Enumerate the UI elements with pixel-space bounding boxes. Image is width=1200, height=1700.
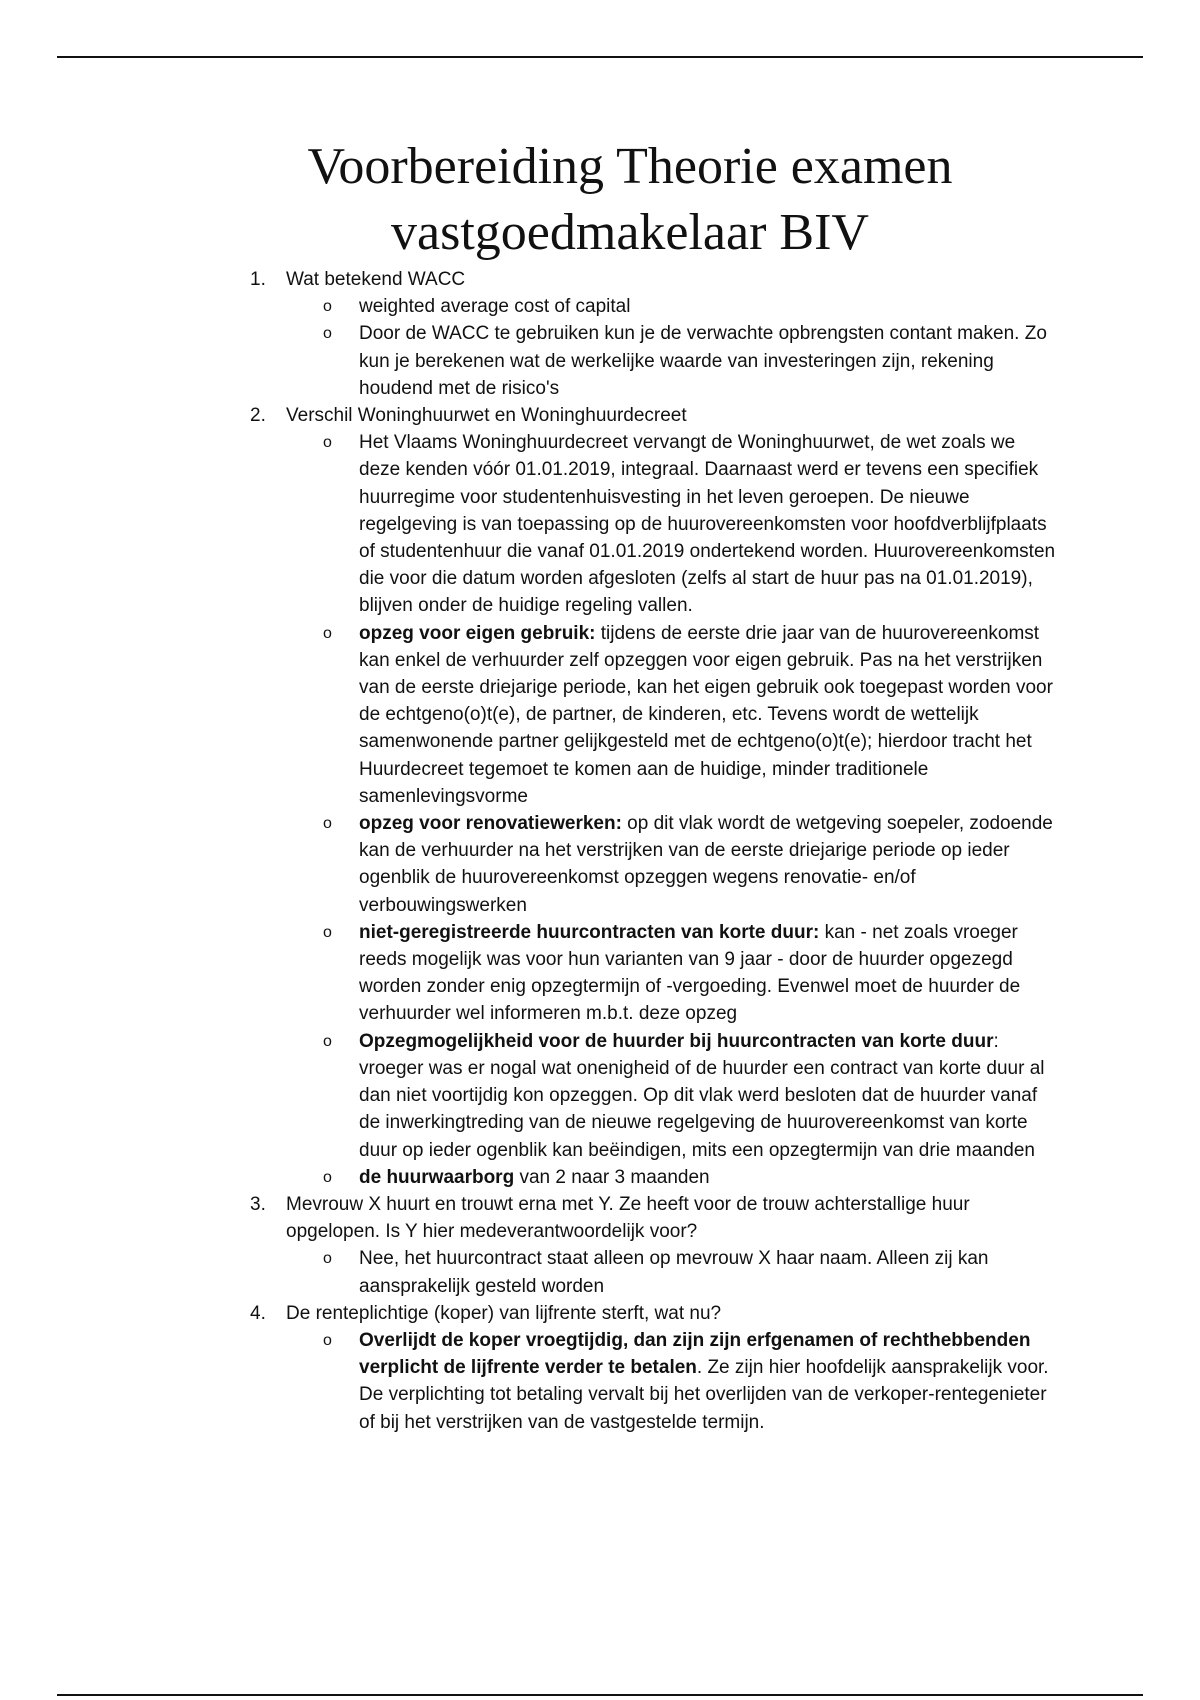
answer-text: Nee, het huurcontract staat alleen op mevrouw X haar naam. Alleen zij kan aansprakelijk gesteld worden (359, 1248, 989, 1297)
answer-item (323, 1028, 1060, 1164)
title-line-2: vastgoedmakelaar BIV (391, 204, 869, 261)
answer-list (286, 1327, 1060, 1436)
answer-bold-text: opzeg voor eigen gebruik: (359, 622, 596, 644)
answer-text: van 2 naar 3 maanden (514, 1166, 710, 1188)
answer-text: tijdens de eerste drie jaar van de huurovereenkomst kan enkel de verhuurder zelf opzeggen voor eigen gebruik. Pas na het verstrijken van de eerste driejarige periode, kan het eigen gebruik ook toegepast worden voor de echtgeno(o)t(e), de partner, de kinderen, etc. Tevens wordt de wettelijk samenwonende partner gelijkgesteld met de echtgeno(o)t(e); hierdoor tracht het Huurdecreet tegemoet te komen aan de huidige, minder traditionele samenlevingsvorme (359, 622, 1053, 807)
answer-bold-text: Opzegmogelijkheid voor de huurder bij huurcontracten van korte duur (359, 1030, 994, 1052)
question-list (250, 266, 1060, 1436)
answer-bold-text: opzeg voor renovatiewerken: (359, 813, 622, 835)
circle-bullet-icon: o (323, 325, 332, 343)
answer-text: kan - net zoals vroeger reeds mogelijk was voor hun varianten van 9 jaar - door de huurder opgezegd worden zonder enig opzegtermijn of -vergoeding. Evenwel moet de huurder de verhuurder wel informeren m.b.t. deze opzeg (359, 921, 1021, 1025)
answer-item (323, 1164, 1060, 1191)
answer-text: Door de WACC te gebruiken kun je de verwachte opbrengsten contant maken. Zo kun je berekenen wat de werkelijke waarde van investeringen zijn, rekening houdend met de risico's (359, 323, 1047, 399)
circle-bullet-icon: o (323, 923, 332, 941)
answer-bold-text: Overlijdt de koper vroegtijdig, dan zijn zijn erfgenamen of rechthebbenden verplicht de lijfrente verder te betalen (359, 1329, 1031, 1379)
document-page (0, 134, 1200, 1433)
circle-bullet-icon: o (323, 1032, 332, 1050)
question-item (250, 1300, 1060, 1436)
answer-item (323, 810, 1060, 919)
answer-item (323, 1327, 1060, 1436)
answer-item (323, 919, 1060, 1028)
circle-bullet-icon: o (323, 434, 332, 452)
title-line-1: Voorbereiding Theorie examen (307, 138, 953, 195)
question-text: De renteplichtige (koper) van lijfrente sterft, wat nu? (286, 1302, 722, 1324)
answer-item (323, 429, 1060, 619)
circle-bullet-icon: o (323, 1250, 332, 1268)
question-number: 2. (250, 405, 266, 427)
question-text: Verschil Woninghuurwet en Woninghuurdecreet (286, 405, 687, 427)
question-text: Mevrouw X huurt en trouwt erna met Y. Ze heeft voor de trouw achterstallige huur opgelopen. Is Y hier medeverantwoordelijk voor? (286, 1193, 970, 1243)
answer-item (323, 620, 1060, 810)
answer-text: : vroeger was er nogal wat onenigheid of de huurder een contract van korte duur al dan niet voortijdig kon opzeggen. Op dit vlak werd besloten dat de huurder vanaf de inwerkingtreding van de nieuwe regelgeving de huurovereenkomst van korte duur op ieder ogenblik kan beëindigen, mits een opzegtermijn van drie maanden (359, 1030, 1045, 1161)
answer-text: . Ze zijn hier hoofdelijk aansprakelijk voor. De verplichting tot betaling vervalt bij het overlijden van de verkoper-rentegenieter of bij het verstrijken van de vastgestelde termijn. (359, 1357, 1049, 1433)
question-number: 3. (250, 1193, 266, 1215)
answer-item (323, 1245, 1060, 1299)
circle-bullet-icon: o (323, 624, 332, 642)
circle-bullet-icon: o (323, 1331, 332, 1349)
circle-bullet-icon: o (323, 298, 332, 316)
bottom-rule (57, 1694, 1143, 1696)
circle-bullet-icon: o (323, 815, 332, 833)
answer-item (323, 320, 1060, 402)
document-title (0, 134, 1200, 266)
answer-text: Het Vlaams Woninghuurdecreet vervangt de Woninghuurwet, de wet zoals we deze kenden vóór 01.01.2019, integraal. Daarnaast werd er tevens een specifiek huurregime voor studentenhuisvesting in het leven geroepen. De nieuwe regelgeving is van toepassing op de huurovereenkomsten voor hoofdverblijfplaats of studentenhuur die vanaf 01.01.2019 ondertekend worden. Huurovereenkomsten die voor die datum worden afgesloten (zelfs al start de huur pas na 01.01.2019), blijven onder de huidige regeling vallen. (359, 432, 1056, 617)
question-text: Wat betekend WACC (286, 269, 466, 290)
answer-list (286, 1245, 1060, 1299)
circle-bullet-icon: o (323, 1168, 332, 1186)
question-item (250, 1191, 1060, 1300)
answer-text: weighted average cost of capital (359, 296, 631, 318)
question-number: 1. (250, 269, 266, 290)
answer-list (286, 429, 1060, 1191)
top-rule (57, 56, 1143, 58)
question-number: 4. (250, 1302, 266, 1324)
answer-bold-text: niet-geregistreerde huurcontracten van korte duur: (359, 921, 820, 943)
question-item (250, 266, 1060, 402)
answer-list (286, 293, 1060, 402)
answer-text: op dit vlak wordt de wetgeving soepeler, zodoende kan de verhuurder na het verstrijken van de eerste driejarige periode op ieder ogenblik de huurovereenkomst opzeggen wegens renovatie- en/of verbouwingswerken (359, 813, 1053, 916)
answer-bold-text: de huurwaarborg (359, 1166, 515, 1188)
question-item (250, 402, 1060, 1191)
answer-item (323, 293, 1060, 320)
